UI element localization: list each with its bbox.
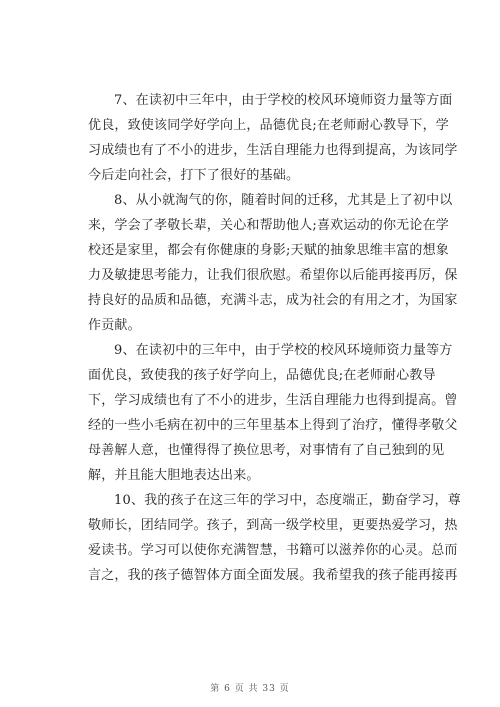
text-line: 经的一些小毛病在初中的三年里基本上得到了治疗，懂得孝敬父 xyxy=(88,418,458,433)
text-line: 校还是家里，都会有你健康的身影;天赋的抽象思维丰富的想象 xyxy=(88,243,449,258)
text-line: 解，并且能大胆地表达出来。 xyxy=(88,468,260,483)
text-line: 面优良，致使我的孩子好学向上，品德优良;在老师耐心教导 xyxy=(88,368,436,383)
document-body xyxy=(88,88,461,588)
text-line: 优良，致使该同学好学向上，品德优良;在老师耐心教导下，学 xyxy=(88,118,449,133)
text-line: 敬师长，团结同学。孩子，到高一级学校里，更要热爱学习，热 xyxy=(88,518,458,533)
paragraph-10 xyxy=(88,488,461,588)
text-line: 持良好的品质和品德，充满斗志，成为社会的有用之才，为国家 xyxy=(88,293,458,308)
text-line: 7、在读初中三年中，由于学校的校风环境师资力量等方面 xyxy=(114,93,453,108)
text-line: 10、我的孩子在这三年的学习中，态度端正，勤奋学习，尊 xyxy=(114,493,461,508)
text-line: 作贡献。 xyxy=(88,318,141,333)
text-line: 9、在读初中的三年中，由于学校的校风环境师资力量等方 xyxy=(114,343,453,358)
text-line: 下，学习成绩也有了不小的进步，生活自理能力也得到提高。曾 xyxy=(88,393,458,408)
page-number-footer: 第 6 页 共 33 页 xyxy=(210,684,290,694)
text-line: 力及敏捷思考能力，让我们很欣慰。希望你以后能再接再厉，保 xyxy=(88,268,458,283)
paragraph-9 xyxy=(88,338,458,488)
paragraph-7 xyxy=(88,88,458,188)
text-line: 来，学会了孝敬长辈，关心和帮助他人;喜欢运动的你无论在学 xyxy=(88,218,449,233)
text-line: 8、从小就淘气的你，随着时间的迁移，尤其是上了初中以 xyxy=(114,193,453,208)
text-line: 母善解人意，也懂得得了换位思考，对事情有了自己独到的见 xyxy=(88,443,445,458)
text-line: 爱读书。学习可以使你充满智慧，书籍可以滋养你的心灵。总而 xyxy=(88,543,458,558)
paragraph-8 xyxy=(88,188,458,338)
text-line: 习成绩也有了不小的进步，生活自理能力也得到提高，为该同学 xyxy=(88,143,458,158)
text-line: 今后走向社会，打下了很好的基础。 xyxy=(88,168,300,183)
text-line: 言之，我的孩子德智体方面全面发展。我希望我的孩子能再接再 xyxy=(88,568,458,583)
